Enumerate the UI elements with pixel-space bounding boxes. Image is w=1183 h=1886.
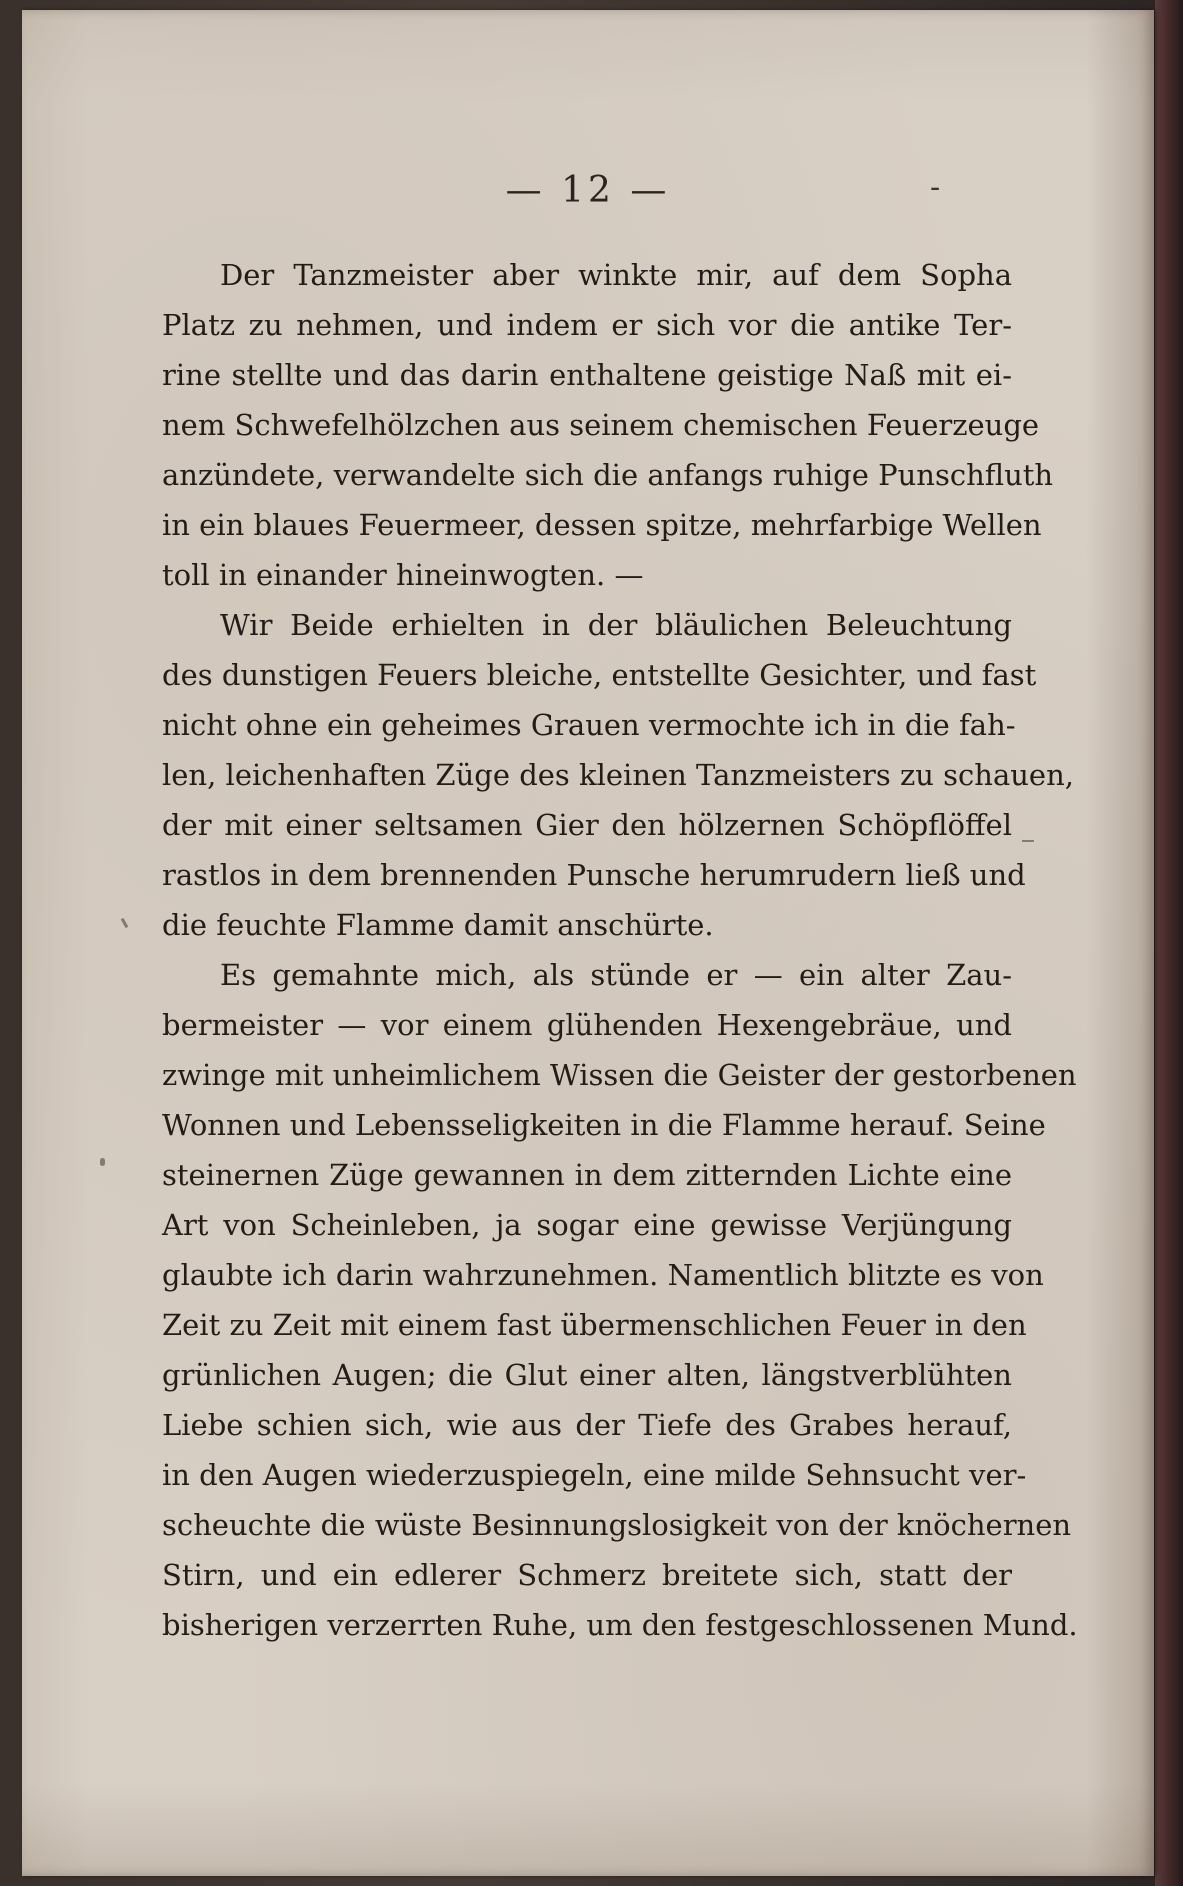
text-line: len, leichenhaften Züge des kleinen Tanzmeisters zu schauen, [162, 758, 1074, 792]
text-line: rastlos in dem brennenden Punsche herumrudern ließ und [162, 858, 1026, 892]
text-line: glaubte ich darin wahrzunehmen. Namentlich blitzte es von [162, 1258, 1044, 1292]
text-line: in ein blaues Feuermeer, dessen spitze, mehrfarbige Wellen [162, 508, 1042, 542]
book-page [22, 10, 1154, 1876]
text-line: Zeit zu Zeit mit einem fast übermenschlichen Feuer in den [162, 1308, 1027, 1342]
text-line: toll in einander hineinwogten. — [162, 558, 644, 592]
text-line: Stirn, und ein edlerer Schmerz breitete sich, statt der [162, 1558, 1012, 1592]
page-body-text [162, 250, 1078, 1650]
scan-speck [100, 1158, 105, 1166]
text-line: nem Schwefelhölzchen aus seinem chemischen Feuerzeuge [162, 408, 1040, 442]
text-line: anzündete, verwandelte sich die anfangs ruhige Punschfluth [162, 458, 1054, 492]
text-line: zwinge mit unheimlichem Wissen die Geister der gestorbenen [162, 1058, 1077, 1092]
text-line: steinernen Züge gewannen in dem zitternden Lichte eine [162, 1158, 1012, 1192]
text-line: Art von Scheinleben, ja sogar eine gewisse Verjüngung [162, 1208, 1012, 1242]
text-line: Liebe schien sich, wie aus der Tiefe des Grabes herauf, [162, 1408, 1012, 1442]
text-line: scheuchte die wüste Besinnungslosigkeit von der knöchernen [162, 1508, 1072, 1542]
text-line: der mit einer seltsamen Gier den hölzernen Schöpflöffel [162, 808, 1012, 842]
text-line: des dunstigen Feuers bleiche, entstellte Gesichter, und fast [162, 658, 1037, 692]
scan-speck [121, 918, 129, 928]
text-line: die feuchte Flamme damit anschürte. [162, 908, 714, 942]
text-line: bisherigen verzerrten Ruhe, um den festgeschlossenen Mund. [162, 1608, 1078, 1642]
text-line: nicht ohne ein geheimes Grauen vermochte ich in die fah- [162, 708, 1016, 742]
text-line: Wonnen und Lebensseligkeiten in die Flamme herauf. Seine [162, 1108, 1046, 1142]
page-number-header: — 12 — [505, 170, 671, 211]
scan-speck [1022, 840, 1034, 842]
text-line: Wir Beide erhielten in der bläulichen Beleuchtung [220, 608, 1012, 642]
text-line: rine stellte und das darin enthaltene geistige Naß mit ei- [162, 358, 1012, 392]
text-line: bermeister — vor einem glühenden Hexengebräue, und [162, 1008, 1012, 1042]
text-line: Es gemahnte mich, als stünde er — ein alter Zau- [220, 958, 1012, 992]
text-line: Der Tanzmeister aber winkte mir, auf dem Sopha [220, 258, 1012, 292]
text-line: grünlichen Augen; die Glut einer alten, längstverblühten [162, 1358, 1012, 1392]
text-line: Platz zu nehmen, und indem er sich vor die antike Ter- [162, 308, 1012, 342]
book-cover-edge [1155, 0, 1183, 1886]
text-line: in den Augen wiederzuspiegeln, eine milde Sehnsucht ver- [162, 1458, 1027, 1492]
stray-mark: - [930, 170, 941, 205]
